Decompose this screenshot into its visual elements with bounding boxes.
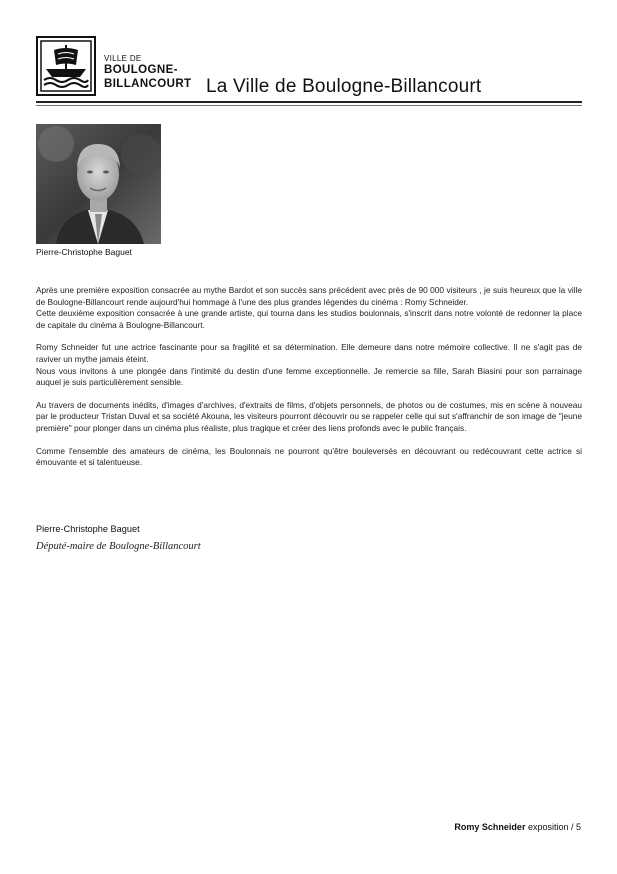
footer-page: exposition / 5 xyxy=(525,822,581,832)
portrait-photo xyxy=(36,124,161,244)
logo-line-2: BOULOGNE- xyxy=(104,64,178,76)
header-divider-thin xyxy=(36,105,582,106)
header-divider xyxy=(36,101,582,103)
paragraph-sentence: Nous vous invitons à une plongée dans l'intimité du destin d'une femme exceptionnelle. Je remercie sa fille, Sarah Biasini pour son parrainage auquel je suis particulièrement sensible. xyxy=(36,365,582,388)
logo-line-3: BILLANCOURT xyxy=(104,77,192,90)
footer-title: Romy Schneider xyxy=(454,822,526,832)
article-body xyxy=(36,285,582,480)
paragraph xyxy=(36,342,582,388)
page-header xyxy=(36,36,582,102)
paragraph: Au travers de documents inédits, d'images d'archives, d'extraits de films, d'objets personnels, de photos ou de costumes, mis en scène à nouveau par le producteur Tristan Duval et sa société Akouna, les visiteurs pourront découvrir ou se rappeler celle qui sut s'affranchir de son image de "jeune première" pour plonger dans un cinéma plus réaliste, plus tragique et créer des liens profonds avec le public français. xyxy=(36,399,582,433)
logo-line-1: VILLE DE xyxy=(104,54,142,63)
paragraph-sentence: Romy Schneider fut une actrice fascinante pour sa fragilité et sa détermination. Elle demeure dans notre mémoire collective. Il ne s'agit pas de raviver un mythe jamais éteint. xyxy=(36,342,582,364)
signature-name: Pierre-Christophe Baguet xyxy=(36,524,140,534)
ship-emblem-icon xyxy=(36,36,96,96)
photo-caption: Pierre-Christophe Baguet xyxy=(36,247,132,257)
paragraph: Comme l'ensemble des amateurs de cinéma, les Boulonnais ne pourront qu'être bouleversés en découvrant ou redécouvrant cette actrice si émouvante et si talentueuse. xyxy=(36,445,582,468)
paragraph-sentence: Après une première exposition consacrée au mythe Bardot et son succès sans précédent avec près de 90 000 visiteurs , je suis heureux que la ville de Boulogne-Billancourt rende aujourd'hui hommage à l'une des plus grandes légendes du cinéma : Romy Schneider. xyxy=(36,285,582,307)
paragraph-sentence: Cette deuxième exposition consacrée à une grande artiste, qui tourna dans les studios boulonnais, s'inscrit dans notre volonté de redonner la place de capitale du cinéma à Boulogne-Billancourt. xyxy=(36,308,582,330)
paragraph xyxy=(36,285,582,331)
signature-role: Député-maire de Boulogne-Billancourt xyxy=(36,541,201,552)
page-footer xyxy=(454,822,581,832)
page-title: La Ville de Boulogne-Billancourt xyxy=(206,76,482,97)
city-logo xyxy=(36,36,96,96)
logo-wordmark xyxy=(104,55,191,90)
